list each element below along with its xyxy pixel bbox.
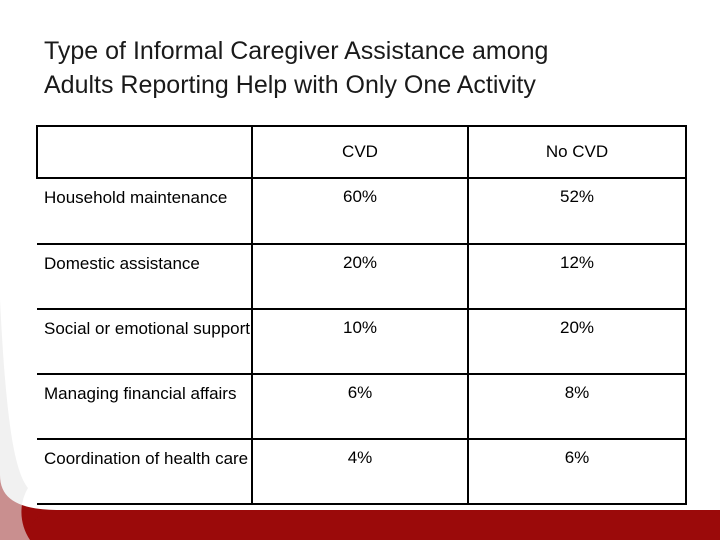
- header-no-cvd: No CVD: [468, 126, 686, 178]
- row-label: Managing financial affairs: [37, 374, 252, 439]
- table-row: [37, 309, 686, 374]
- cvd-value: 6%: [252, 374, 468, 439]
- no-cvd-value: 8%: [468, 374, 686, 439]
- table-row: [37, 178, 686, 244]
- white-corner-curve: [28, 512, 720, 540]
- row-label: Social or emotional support: [37, 309, 252, 374]
- no-cvd-value: 20%: [468, 309, 686, 374]
- left-edge-shadow: [0, 300, 30, 540]
- no-cvd-value: 6%: [468, 439, 686, 504]
- slide-title: [44, 34, 684, 102]
- cvd-value: 4%: [252, 439, 468, 504]
- cvd-value: 60%: [252, 178, 468, 244]
- table-row: [37, 374, 686, 439]
- cvd-value: 10%: [252, 309, 468, 374]
- table-row: [37, 244, 686, 309]
- caregiver-assistance-table: [36, 125, 687, 505]
- no-cvd-value: 52%: [468, 178, 686, 244]
- header-cvd: CVD: [252, 126, 468, 178]
- title-line-1: Type of Informal Caregiver Assistance among: [44, 37, 549, 65]
- table-row: [37, 439, 686, 504]
- cvd-value: 20%: [252, 244, 468, 309]
- no-cvd-value: 12%: [468, 244, 686, 309]
- row-label: Domestic assistance: [37, 244, 252, 309]
- table-header-row: [37, 126, 686, 178]
- row-label: Household maintenance: [37, 178, 252, 244]
- header-empty-cell: [37, 126, 252, 178]
- title-line-2: Adults Reporting Help with Only One Activity: [44, 71, 536, 99]
- row-label: Coordination of health care: [37, 439, 252, 504]
